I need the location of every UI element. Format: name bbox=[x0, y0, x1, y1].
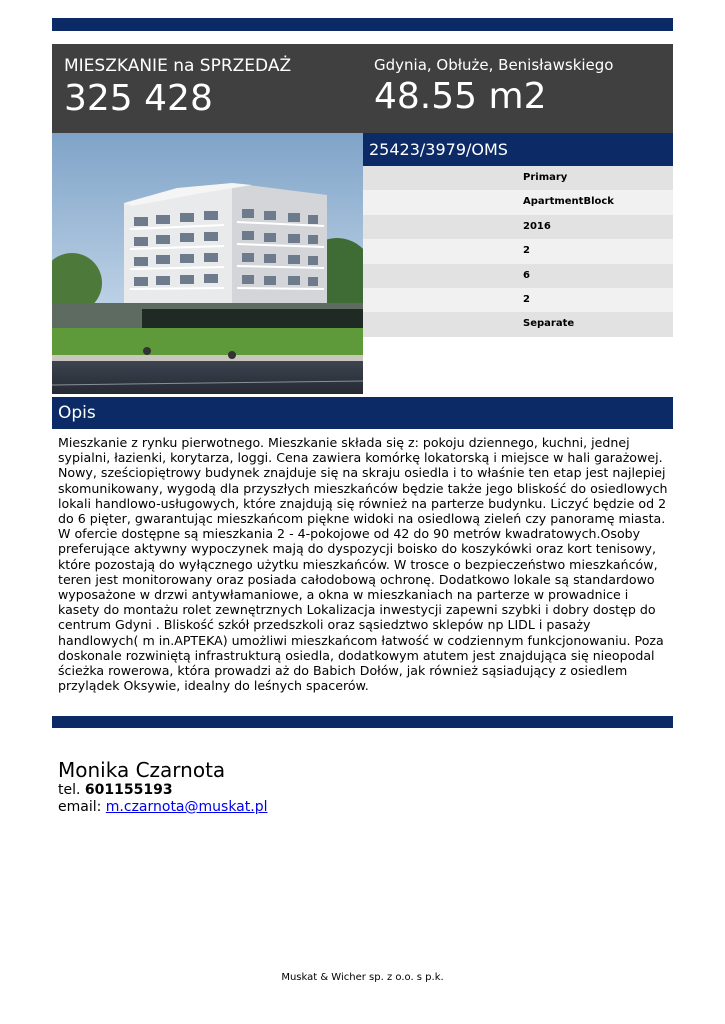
param-year: 2016 bbox=[363, 215, 673, 239]
tel-label: tel. bbox=[58, 782, 81, 798]
bottom-decorative-band bbox=[52, 716, 673, 728]
agent-name: Monika Czarnota bbox=[58, 758, 226, 782]
building-photo bbox=[52, 133, 363, 394]
param-kitchen: Separate bbox=[363, 312, 673, 336]
price: 325 428 bbox=[64, 78, 213, 119]
email-label: email: bbox=[58, 799, 102, 815]
reference-bar bbox=[363, 133, 673, 166]
param-building-type: ApartmentBlock bbox=[363, 190, 673, 214]
top-decorative-band bbox=[52, 18, 673, 31]
reference-number: 25423/3979/OMS bbox=[369, 140, 508, 159]
description-text: Mieszkanie z rynku pierwotnego. Mieszkanie składa się z: pokoju dziennego, kuchni, jednej sypialni, łazienki, korytarza, loggi. Cena zawiera komórkę lokatorską i miejsce w hali garażowej. Nowy, sześciopiętrowy budynek znajduje się na skraju osiedla i to właśnie ten etap jest najlepiej skomunikowany, wygodą dla przyszłych mieszkańców będzie także jego bliskość do osiedlowych lokali handlowo-usługowych, które znajdują się również na parterze budynku. Liczyć będzie od 2 do 6 pięter, gwarantując mieszkańcom piękne widoki na osiedlową zieleń czy panoramę miasta. W ofercie dostępne są mieszkania 2 - 4-pokojowe od 42 do 90 metrów kwadratowych.Osoby preferujące aktywny wypoczynek mają do dyspozycji boisko do koszykówki oraz kort tenisowy, które pozostają do wyłącznego użytku mieszkańców. W trosce o bezpieczeństwo mieszkańców, teren jest monitorowany oraz posiada całodobową ochronę. Dodatkowo lokale są standardowo wyposażone w drzwi antywłamaniowe, a okna w mieszkaniach na parterze w prowadnice i kasety do montażu rolet zewnętrznych Lokalizacja inwestycji zapewni szybki i dobry dostęp do centrum Gdyni . Bliskość szkół przedszkoli oraz sąsiedztwo sklepów np LIDL i pasaży handlowych( m in.APTEKA) umożliwi mieszkańcom łatwość w codziennym funkcjonowaniu. Poza doskonale rozwiniętą infrastrukturą osiedla, dodatkowym atutem jest znajdująca się nieopodal ścieżka rowerowa, która prowadzi aż do Babich Dołów, jak również sąsiadujący z osiedlem przylądek Oksywie, idealny do leśnych spacerów. bbox=[58, 435, 668, 694]
header-right bbox=[374, 56, 614, 118]
param-floor: 2 bbox=[363, 288, 673, 312]
listing-header bbox=[52, 44, 673, 133]
agent-contact bbox=[58, 758, 267, 816]
section-title: Opis bbox=[58, 403, 96, 423]
param-floors: 6 bbox=[363, 264, 673, 288]
param-rooms: 2 bbox=[363, 239, 673, 263]
listing-type: MIESZKANIE na SPRZEDAŻ bbox=[64, 56, 292, 76]
params-table bbox=[363, 166, 673, 337]
area: 48.55 m2 bbox=[374, 76, 547, 117]
param-market: Primary bbox=[363, 166, 673, 190]
agent-email-link[interactable]: m.czarnota@muskat.pl bbox=[105, 799, 268, 815]
agent-phone: 601155193 bbox=[84, 782, 173, 798]
footer-company: Muskat & Wicher sp. z o.o. s p.k. bbox=[281, 972, 444, 983]
agent-email-line bbox=[58, 799, 267, 816]
description-header bbox=[52, 397, 673, 429]
header-left bbox=[64, 56, 291, 120]
location: Gdynia, Obłuże, Benisławskiego bbox=[374, 56, 614, 74]
agent-phone-line bbox=[58, 782, 267, 799]
